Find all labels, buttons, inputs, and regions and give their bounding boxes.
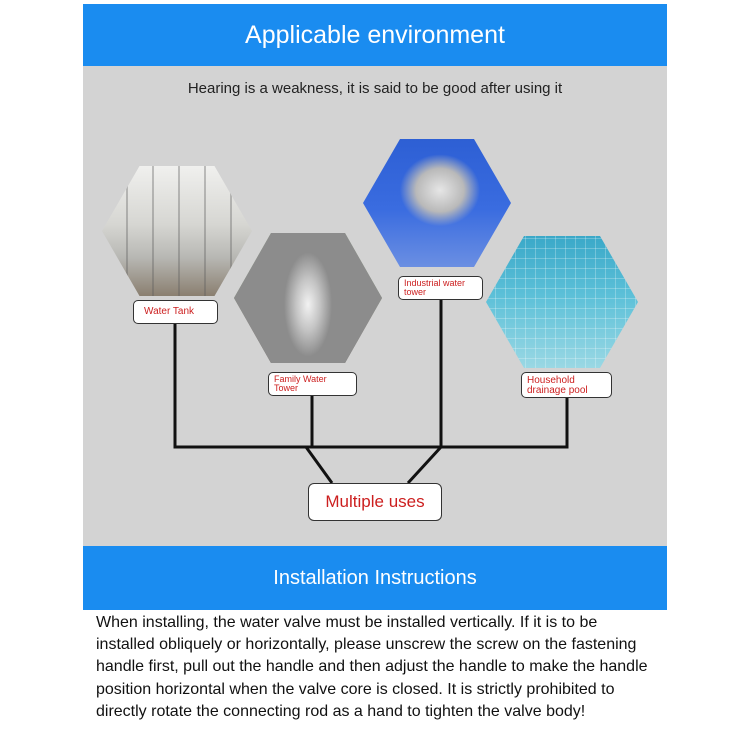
- header-title: Applicable environment: [245, 20, 505, 49]
- install-banner: [83, 546, 667, 610]
- multiple-uses-label: Multiple uses: [325, 492, 425, 511]
- label-family-water-tower: Family Water Tower: [268, 372, 357, 396]
- label-household-drainage-pool: Household drainage pool: [521, 372, 612, 398]
- install-instructions: When installing, the water valve must be installed vertically. If it is to be installed obliquely or horizontally, please unscrew the screw on the fastening handle first, pull out the handle and then adjust the handle to make the handle position horizontal when the valve core is closed. It is strictly prohibited to directly rotate the connecting rod as a hand to tighten the valve body!: [96, 614, 648, 720]
- label-water-tank: Water Tank: [133, 300, 218, 324]
- connector-outer: [175, 324, 567, 447]
- multiple-uses-box: [308, 483, 442, 521]
- connector-to-uses-right: [408, 447, 441, 483]
- subtitle: Hearing is a weakness, it is said to be good after using it: [187, 80, 563, 97]
- connector-to-uses: [306, 447, 332, 483]
- label-industrial-water-tower: Industrial water tower: [398, 276, 483, 300]
- install-title: Installation Instructions: [273, 566, 477, 589]
